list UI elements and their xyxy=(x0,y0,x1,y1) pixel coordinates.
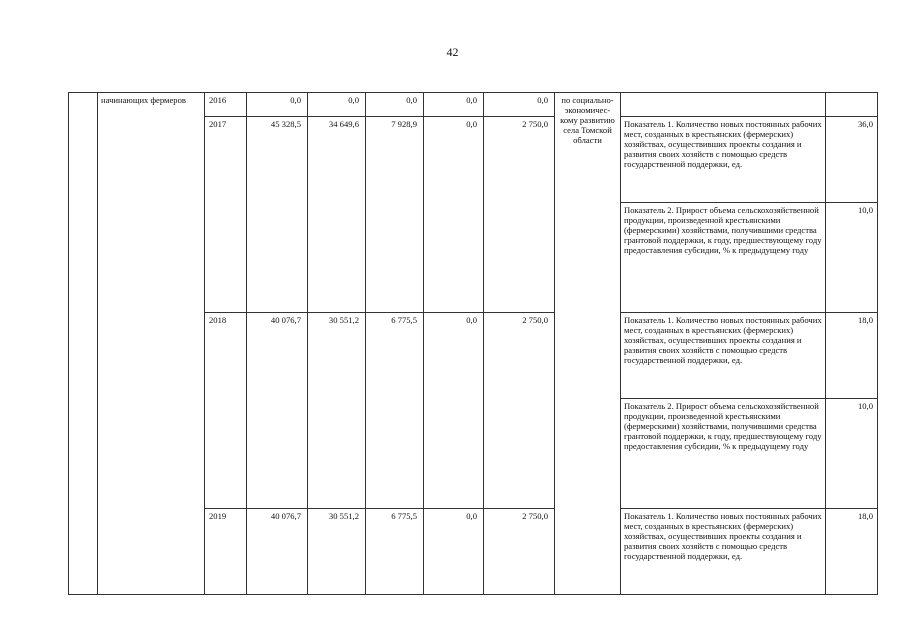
value-cell: 0,0 xyxy=(308,93,366,117)
indicator-value: 36,0 xyxy=(826,117,878,203)
value-cell: 2 750,0 xyxy=(484,509,555,595)
value-cell: 0,0 xyxy=(366,93,424,117)
year-cell: 2018 xyxy=(205,313,247,509)
value-cell: 0,0 xyxy=(247,93,308,117)
value-cell: 0,0 xyxy=(484,93,555,117)
row-label: начинающих фермеров xyxy=(98,93,205,595)
year-cell: 2019 xyxy=(205,509,247,595)
value-cell: 34 649,6 xyxy=(308,117,366,313)
indicator-value: 10,0 xyxy=(826,203,878,313)
indicator-value: 10,0 xyxy=(826,399,878,509)
year-cell: 2016 xyxy=(205,93,247,117)
value-cell: 0,0 xyxy=(424,313,484,509)
indicator-cell xyxy=(621,93,826,117)
indicator-value xyxy=(826,93,878,117)
index-cell xyxy=(69,93,98,595)
value-cell: 0,0 xyxy=(424,509,484,595)
value-cell: 30 551,2 xyxy=(308,313,366,509)
page-number: 42 xyxy=(446,45,459,59)
value-cell: 30 551,2 xyxy=(308,509,366,595)
indicator-value: 18,0 xyxy=(826,313,878,399)
year-cell: 2017 xyxy=(205,117,247,313)
program-table xyxy=(68,92,878,595)
value-cell: 2 750,0 xyxy=(484,313,555,509)
indicator-cell: Показатель 1. Количество новых постоянных рабочих мест, созданных в крестьянских (фермерских) хозяйствах, осуществивших проекты создания и развития своих хозяйств с помощью средств государственной поддержки, ед. xyxy=(621,117,826,203)
indicator-cell: Показатель 2. Прирост объема сельскохозяйственной продукции, произведенной крестьянскими (фермерскими) хозяйствами, получившими средства грантовой поддержки, к году, предшествующему году предоставления субсидии, % к предыдущему году xyxy=(621,399,826,509)
value-cell: 6 775,5 xyxy=(366,313,424,509)
executor-cell: по социально-экономичес-кому развитию села Томской области xyxy=(555,93,621,595)
value-cell: 2 750,0 xyxy=(484,117,555,313)
value-cell: 0,0 xyxy=(424,93,484,117)
value-cell: 0,0 xyxy=(424,117,484,313)
value-cell: 6 775,5 xyxy=(366,509,424,595)
indicator-value: 18,0 xyxy=(826,509,878,595)
value-cell: 40 076,7 xyxy=(247,509,308,595)
table-row xyxy=(69,93,878,117)
value-cell: 45 328,5 xyxy=(247,117,308,313)
indicator-cell: Показатель 2. Прирост объема сельскохозяйственной продукции, произведенной крестьянскими (фермерскими) хозяйствами, получившими средства грантовой поддержки, к году, предшествующему году предоставления субсидии, % к предыдущему году xyxy=(621,203,826,313)
value-cell: 40 076,7 xyxy=(247,313,308,509)
indicator-cell: Показатель 1. Количество новых постоянных рабочих мест, созданных в крестьянских (фермерских) хозяйствах, осуществивших проекты создания и развития своих хозяйств с помощью средств государственной поддержки, ед. xyxy=(621,509,826,595)
value-cell: 7 928,9 xyxy=(366,117,424,313)
indicator-cell: Показатель 1. Количество новых постоянных рабочих мест, созданных в крестьянских (фермерских) хозяйствах, осуществивших проекты создания и развития своих хозяйств с помощью средств государственной поддержки, ед. xyxy=(621,313,826,399)
